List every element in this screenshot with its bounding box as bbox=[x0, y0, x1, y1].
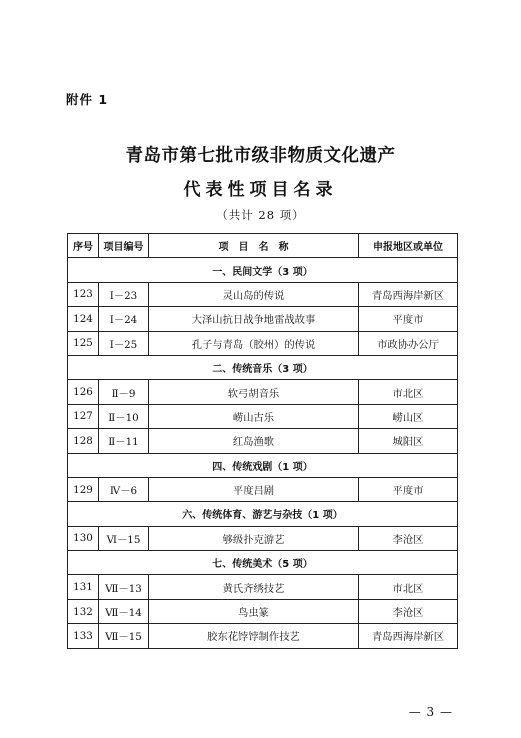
category-label: 六、传统体育、游艺与杂技（1 项） bbox=[68, 502, 458, 526]
cell-item-code: Ⅱ－11 bbox=[99, 429, 149, 453]
document-title: 青岛市第七批市级非物质文化遗产 bbox=[125, 146, 396, 166]
cell-region: 平度市 bbox=[359, 477, 458, 501]
table-row bbox=[68, 429, 458, 453]
table-body bbox=[68, 258, 458, 648]
cell-serial: 126 bbox=[68, 380, 99, 404]
cell-serial: 125 bbox=[68, 331, 99, 355]
page-number: — 3 — bbox=[408, 705, 453, 719]
category-label: 一、民间文学（3 项） bbox=[68, 258, 458, 282]
category-row bbox=[68, 355, 458, 379]
cell-item-code: Ⅱ－10 bbox=[99, 404, 149, 428]
cell-item-name: 软弓胡音乐 bbox=[149, 380, 359, 404]
cell-region: 李沧区 bbox=[359, 599, 458, 623]
table-row bbox=[68, 282, 458, 306]
cell-item-name: 胶东花饽饽制作技艺 bbox=[149, 624, 359, 648]
attachment-label: 附件 1 bbox=[66, 92, 109, 107]
cell-item-code: Ⅶ－14 bbox=[99, 599, 149, 623]
cell-serial: 133 bbox=[68, 624, 99, 648]
cell-serial: 124 bbox=[68, 307, 99, 331]
table-row bbox=[68, 404, 458, 428]
cell-item-code: Ⅳ－6 bbox=[99, 477, 149, 501]
header-serial: 序号 bbox=[68, 234, 99, 258]
table-header-row bbox=[68, 234, 458, 258]
cell-item-name: 鸟虫篆 bbox=[149, 599, 359, 623]
cell-serial: 132 bbox=[68, 599, 99, 623]
table-row bbox=[68, 526, 458, 550]
item-count-subtitle: （共计 28 项） bbox=[216, 208, 305, 222]
category-label: 二、传统音乐（3 项） bbox=[68, 355, 458, 379]
cell-region: 平度市 bbox=[359, 307, 458, 331]
cell-item-name: 大泽山抗日战争地雷战故事 bbox=[149, 307, 359, 331]
cell-item-code: Ⅰ－23 bbox=[99, 282, 149, 306]
cell-region: 市北区 bbox=[359, 380, 458, 404]
header-item-name: 项 目 名 称 bbox=[149, 234, 359, 258]
category-row bbox=[68, 551, 458, 575]
cell-item-code: Ⅶ－15 bbox=[99, 624, 149, 648]
category-label: 七、传统美术（5 项） bbox=[68, 551, 458, 575]
document-title-line2: 代表性项目名录 bbox=[183, 180, 338, 200]
cell-region: 市北区 bbox=[359, 575, 458, 599]
cell-item-code: Ⅶ－13 bbox=[99, 575, 149, 599]
cell-item-name: 平度吕剧 bbox=[149, 477, 359, 501]
category-row bbox=[68, 453, 458, 477]
table-row bbox=[68, 477, 458, 501]
cell-region: 市政协办公厅 bbox=[359, 331, 458, 355]
heritage-list-table bbox=[67, 233, 458, 649]
cell-serial: 128 bbox=[68, 429, 99, 453]
cell-region: 城阳区 bbox=[359, 429, 458, 453]
cell-item-name: 够级扑克游艺 bbox=[149, 526, 359, 550]
cell-item-name: 崂山古乐 bbox=[149, 404, 359, 428]
cell-serial: 129 bbox=[68, 477, 99, 501]
header-item-code: 项目编号 bbox=[99, 234, 149, 258]
table-row bbox=[68, 624, 458, 648]
category-row bbox=[68, 502, 458, 526]
cell-region: 青岛西海岸新区 bbox=[359, 282, 458, 306]
cell-item-name: 红岛渔歌 bbox=[149, 429, 359, 453]
cell-serial: 127 bbox=[68, 404, 99, 428]
table-row bbox=[68, 307, 458, 331]
category-label: 四、传统戏剧（1 项） bbox=[68, 453, 458, 477]
cell-serial: 130 bbox=[68, 526, 99, 550]
table-row bbox=[68, 380, 458, 404]
cell-item-code: Ⅰ－24 bbox=[99, 307, 149, 331]
cell-serial: 123 bbox=[68, 282, 99, 306]
cell-region: 崂山区 bbox=[359, 404, 458, 428]
category-row bbox=[68, 258, 458, 282]
cell-item-name: 孔子与青岛（胶州）的传说 bbox=[149, 331, 359, 355]
table-row bbox=[68, 331, 458, 355]
cell-item-code: Ⅰ－25 bbox=[99, 331, 149, 355]
cell-item-name: 灵山岛的传说 bbox=[149, 282, 359, 306]
cell-item-code: Ⅱ－9 bbox=[99, 380, 149, 404]
cell-item-code: Ⅵ－15 bbox=[99, 526, 149, 550]
header-region: 申报地区或单位 bbox=[359, 234, 458, 258]
cell-region: 李沧区 bbox=[359, 526, 458, 550]
cell-serial: 131 bbox=[68, 575, 99, 599]
table-row bbox=[68, 575, 458, 599]
cell-item-name: 黄氏齐绣技艺 bbox=[149, 575, 359, 599]
cell-region: 青岛西海岸新区 bbox=[359, 624, 458, 648]
table-row bbox=[68, 599, 458, 623]
